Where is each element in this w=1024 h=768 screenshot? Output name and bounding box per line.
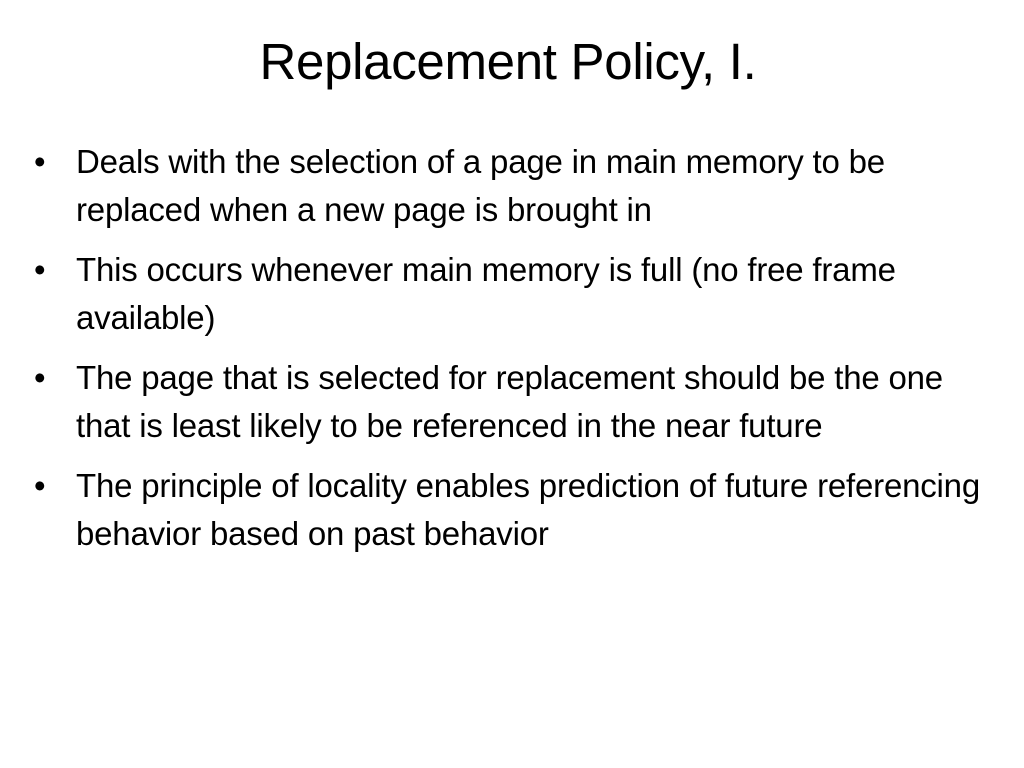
bullet-text: Deals with the selection of a page in main memory to be replaced when a new page is brought in — [76, 143, 885, 228]
bullet-text: The page that is selected for replacement should be the one that is least likely to be referenced in the near future — [76, 359, 943, 444]
bullet-item — [34, 138, 994, 234]
bullet-marker: • — [34, 359, 46, 396]
bullet-text: This occurs whenever main memory is full (no free frame available) — [76, 251, 896, 336]
bullet-list — [34, 138, 994, 570]
bullet-item — [34, 462, 994, 558]
bullet-text: The principle of locality enables prediction of future referencing behavior based on past behavior — [76, 467, 980, 552]
slide-title: Replacement Policy, I. — [259, 33, 757, 90]
bullet-marker: • — [34, 467, 46, 504]
bullet-item — [34, 246, 994, 342]
bullet-item — [34, 354, 994, 450]
bullet-marker: • — [34, 143, 46, 180]
bullet-marker: • — [34, 251, 46, 288]
